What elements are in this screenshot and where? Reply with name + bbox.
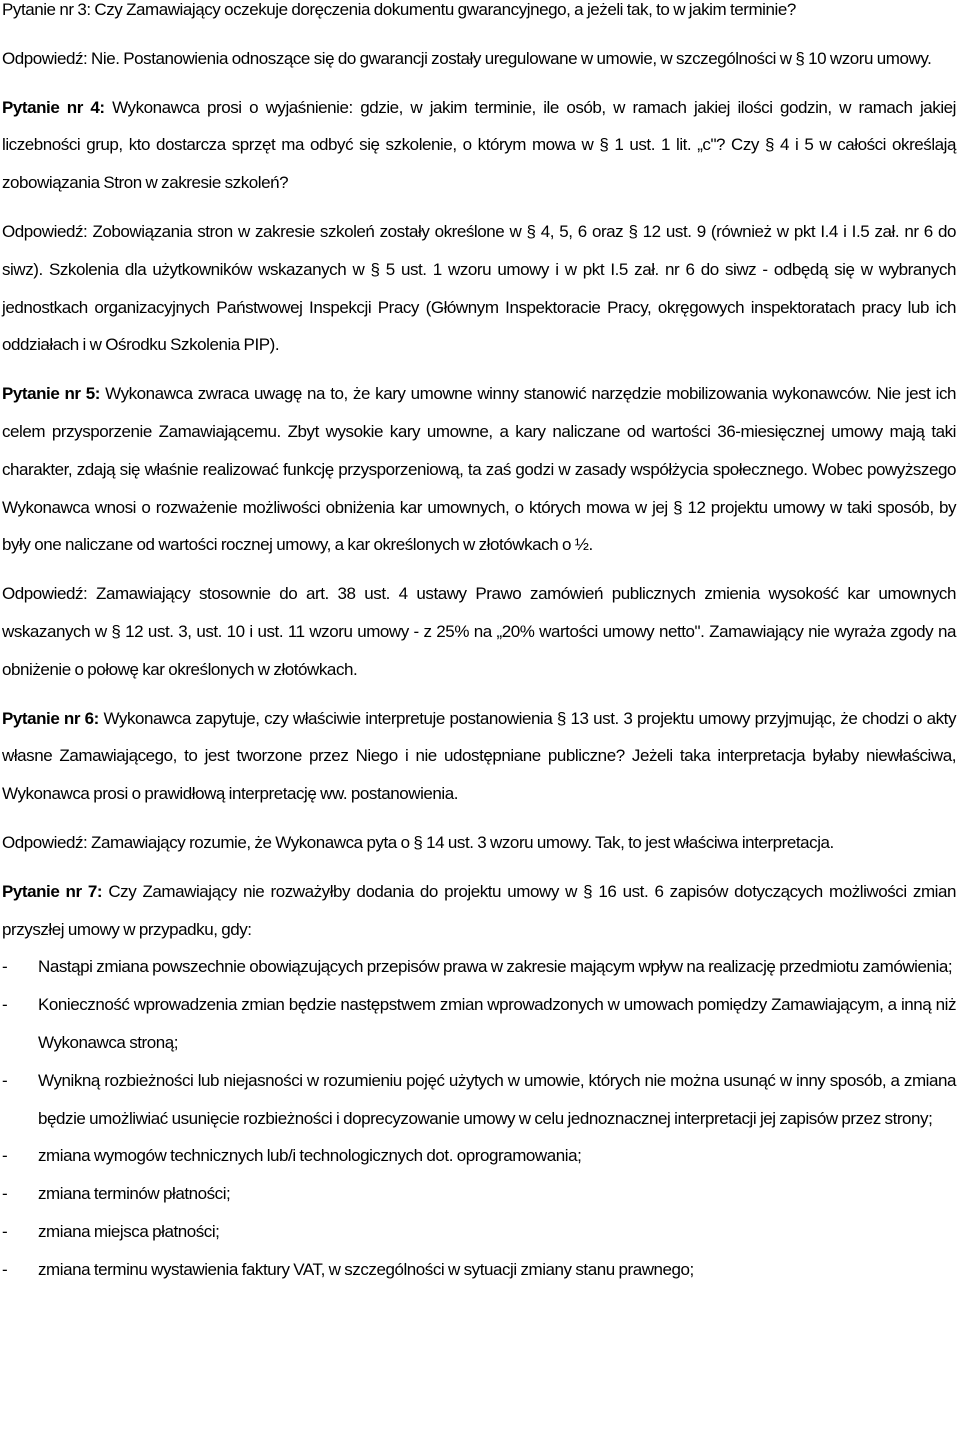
list-item	[2, 986, 956, 1062]
list-dash: -	[2, 1070, 8, 1090]
paragraph	[2, 40, 956, 78]
list-item	[2, 1213, 956, 1251]
list-item-text: Wynikną rozbieżności lub niejasności w rozumieniu pojęć użytych w umowie, których nie można usunąć w inny sposób, a zmiana będzie umożliwiać usunięcie rozbieżności i doprecyzowanie umowy w celu jednoznacznej interpretacji jej zapisów przez strony;	[38, 1070, 956, 1128]
list-item	[2, 1251, 956, 1289]
list-dash: -	[2, 957, 8, 977]
list-dash: -	[2, 1221, 8, 1241]
paragraph-text: Pytanie nr 3: Czy Zamawiający oczekuje doręczenia dokumentu gwarancyjnego, a jeżeli tak, to w jakim terminie?	[2, 0, 796, 19]
paragraph-text: Odpowiedź: Zobowiązania stron w zakresie szkoleń zostały określone w § 4, 5, 6 oraz § 12 ust. 9 (również w pkt I.4 i I.5 zał. nr 6 do siwz). Szkolenia dla użytkowników wskazanych w § 5 ust. 1 wzoru umowy i w pkt I.5 zał. nr 6 do siwz - odbędą się w wybranych jednostkach organizacyjnych Państwowej Inspekcji Pracy (Głównym Inspektoracie Pracy, okręgowych inspektoratach pracy lub ich oddziałach i w Ośrodku Szkolenia PIP).	[2, 221, 956, 355]
question-label: Pytanie nr 6:	[2, 708, 99, 728]
question-label: Pytanie nr 7:	[2, 881, 103, 901]
paragraph	[2, 0, 956, 29]
paragraph	[2, 89, 956, 202]
paragraph	[2, 375, 956, 564]
list-item	[2, 948, 956, 986]
list-item-text: Nastąpi zmiana powszechnie obowiązujących przepisów prawa w zakresie mającym wpływ na realizację przedmiotu zamówienia;	[38, 957, 953, 977]
paragraph-text: Wykonawca zapytuje, czy właściwie interpretuje postanowienia § 13 ust. 3 projektu umowy przyjmując, że chodzi o akty własne Zamawiającego, to jest tworzone przez Niego i nie udostępniane publiczne? Jeżeli taka interpretacja byłaby niewłaściwa, Wykonawca prosi o prawidłową interpretację ww. postanowienia.	[2, 708, 956, 804]
list-dash: -	[2, 1146, 8, 1166]
paragraph	[2, 700, 956, 813]
question-label: Pytanie nr 5:	[2, 384, 100, 404]
paragraph	[2, 575, 956, 688]
paragraph	[2, 873, 956, 949]
paragraph-text: Wykonawca zwraca uwagę na to, że kary umowne winny stanowić narzędzie mobilizowania wykonawców. Nie jest ich celem przysporzenie Zamawiającemu. Zbyt wysokie kary umowne, a kary naliczane od wartości 36-miesięcznej umowy mają taki charakter, zdają się właśnie realizować funkcję przysporzeniową, ta zaś godzi w zasady współżycia społecznego. Wobec powyższego Wykonawca wnosi o rozważenie możliwości obniżenia kar umownych, o których mowa w jej § 12 projektu umowy w taki sposób, by były one naliczane od wartości rocznej umowy, a kar określonych w złotówkach o ½.	[2, 384, 956, 555]
paragraph	[2, 213, 956, 364]
list-item-text: zmiana terminów płatności;	[38, 1184, 231, 1204]
list-dash: -	[2, 1259, 8, 1279]
list-item	[2, 1062, 956, 1138]
paragraph-text: Odpowiedź: Zamawiający stosownie do art. 38 ust. 4 ustawy Prawo zamówień publicznych zmienia wysokość kar umownych wskazanych w § 12 ust. 3, ust. 10 i ust. 11 wzoru umowy - z 25% na „20% wartości umowy netto". Zamawiający nie wyraża zgody na obniżenie o połowę kar określonych w złotówkach.	[2, 584, 956, 679]
list-item-text: Konieczność wprowadzenia zmian będzie następstwem zmian wprowadzonych w umowach pomiędzy Zamawiającym, a inną niż Wykonawca stroną;	[38, 995, 956, 1052]
paragraph-text: Odpowiedź: Nie. Postanowienia odnoszące się do gwarancji zostały uregulowane w umowie, w szczególności w § 10 wzoru umowy.	[2, 48, 932, 68]
list-item-text: zmiana miejsca płatności;	[38, 1221, 220, 1241]
paragraph-text: Odpowiedź: Zamawiający rozumie, że Wykonawca pyta o § 14 ust. 3 wzoru umowy. Tak, to jest właściwa interpretacja.	[2, 832, 834, 852]
list-item-text: zmiana terminu wystawienia faktury VAT, w szczególności w sytuacji zmiany stanu prawnego;	[38, 1259, 694, 1279]
change-conditions-list	[2, 948, 956, 1288]
list-item	[2, 1137, 956, 1175]
document-body	[2, 0, 956, 948]
list-dash: -	[2, 1184, 8, 1204]
list-item	[2, 1175, 956, 1213]
paragraph-text: Wykonawca prosi o wyjaśnienie: gdzie, w jakim terminie, ile osób, w ramach jakiej ilości godzin, w ramach jakiej liczebności grup, kto dostarcza sprzęt ma odbyć się szkolenie, o którym mowa w § 1 ust. 1 lit. „c"? Czy § 4 i 5 w całości określają zobowiązania Stron w zakresie szkoleń?	[2, 97, 956, 193]
list-item-text: zmiana wymogów technicznych lub/i technologicznych dot. oprogramowania;	[38, 1146, 582, 1166]
paragraph-text: Czy Zamawiający nie rozważyłby dodania do projektu umowy w § 16 ust. 6 zapisów dotyczących możliwości zmian przyszłej umowy w przypadku, gdy:	[2, 881, 957, 939]
paragraph	[2, 824, 956, 862]
list-dash: -	[2, 995, 8, 1015]
question-label: Pytanie nr 4:	[2, 97, 105, 117]
